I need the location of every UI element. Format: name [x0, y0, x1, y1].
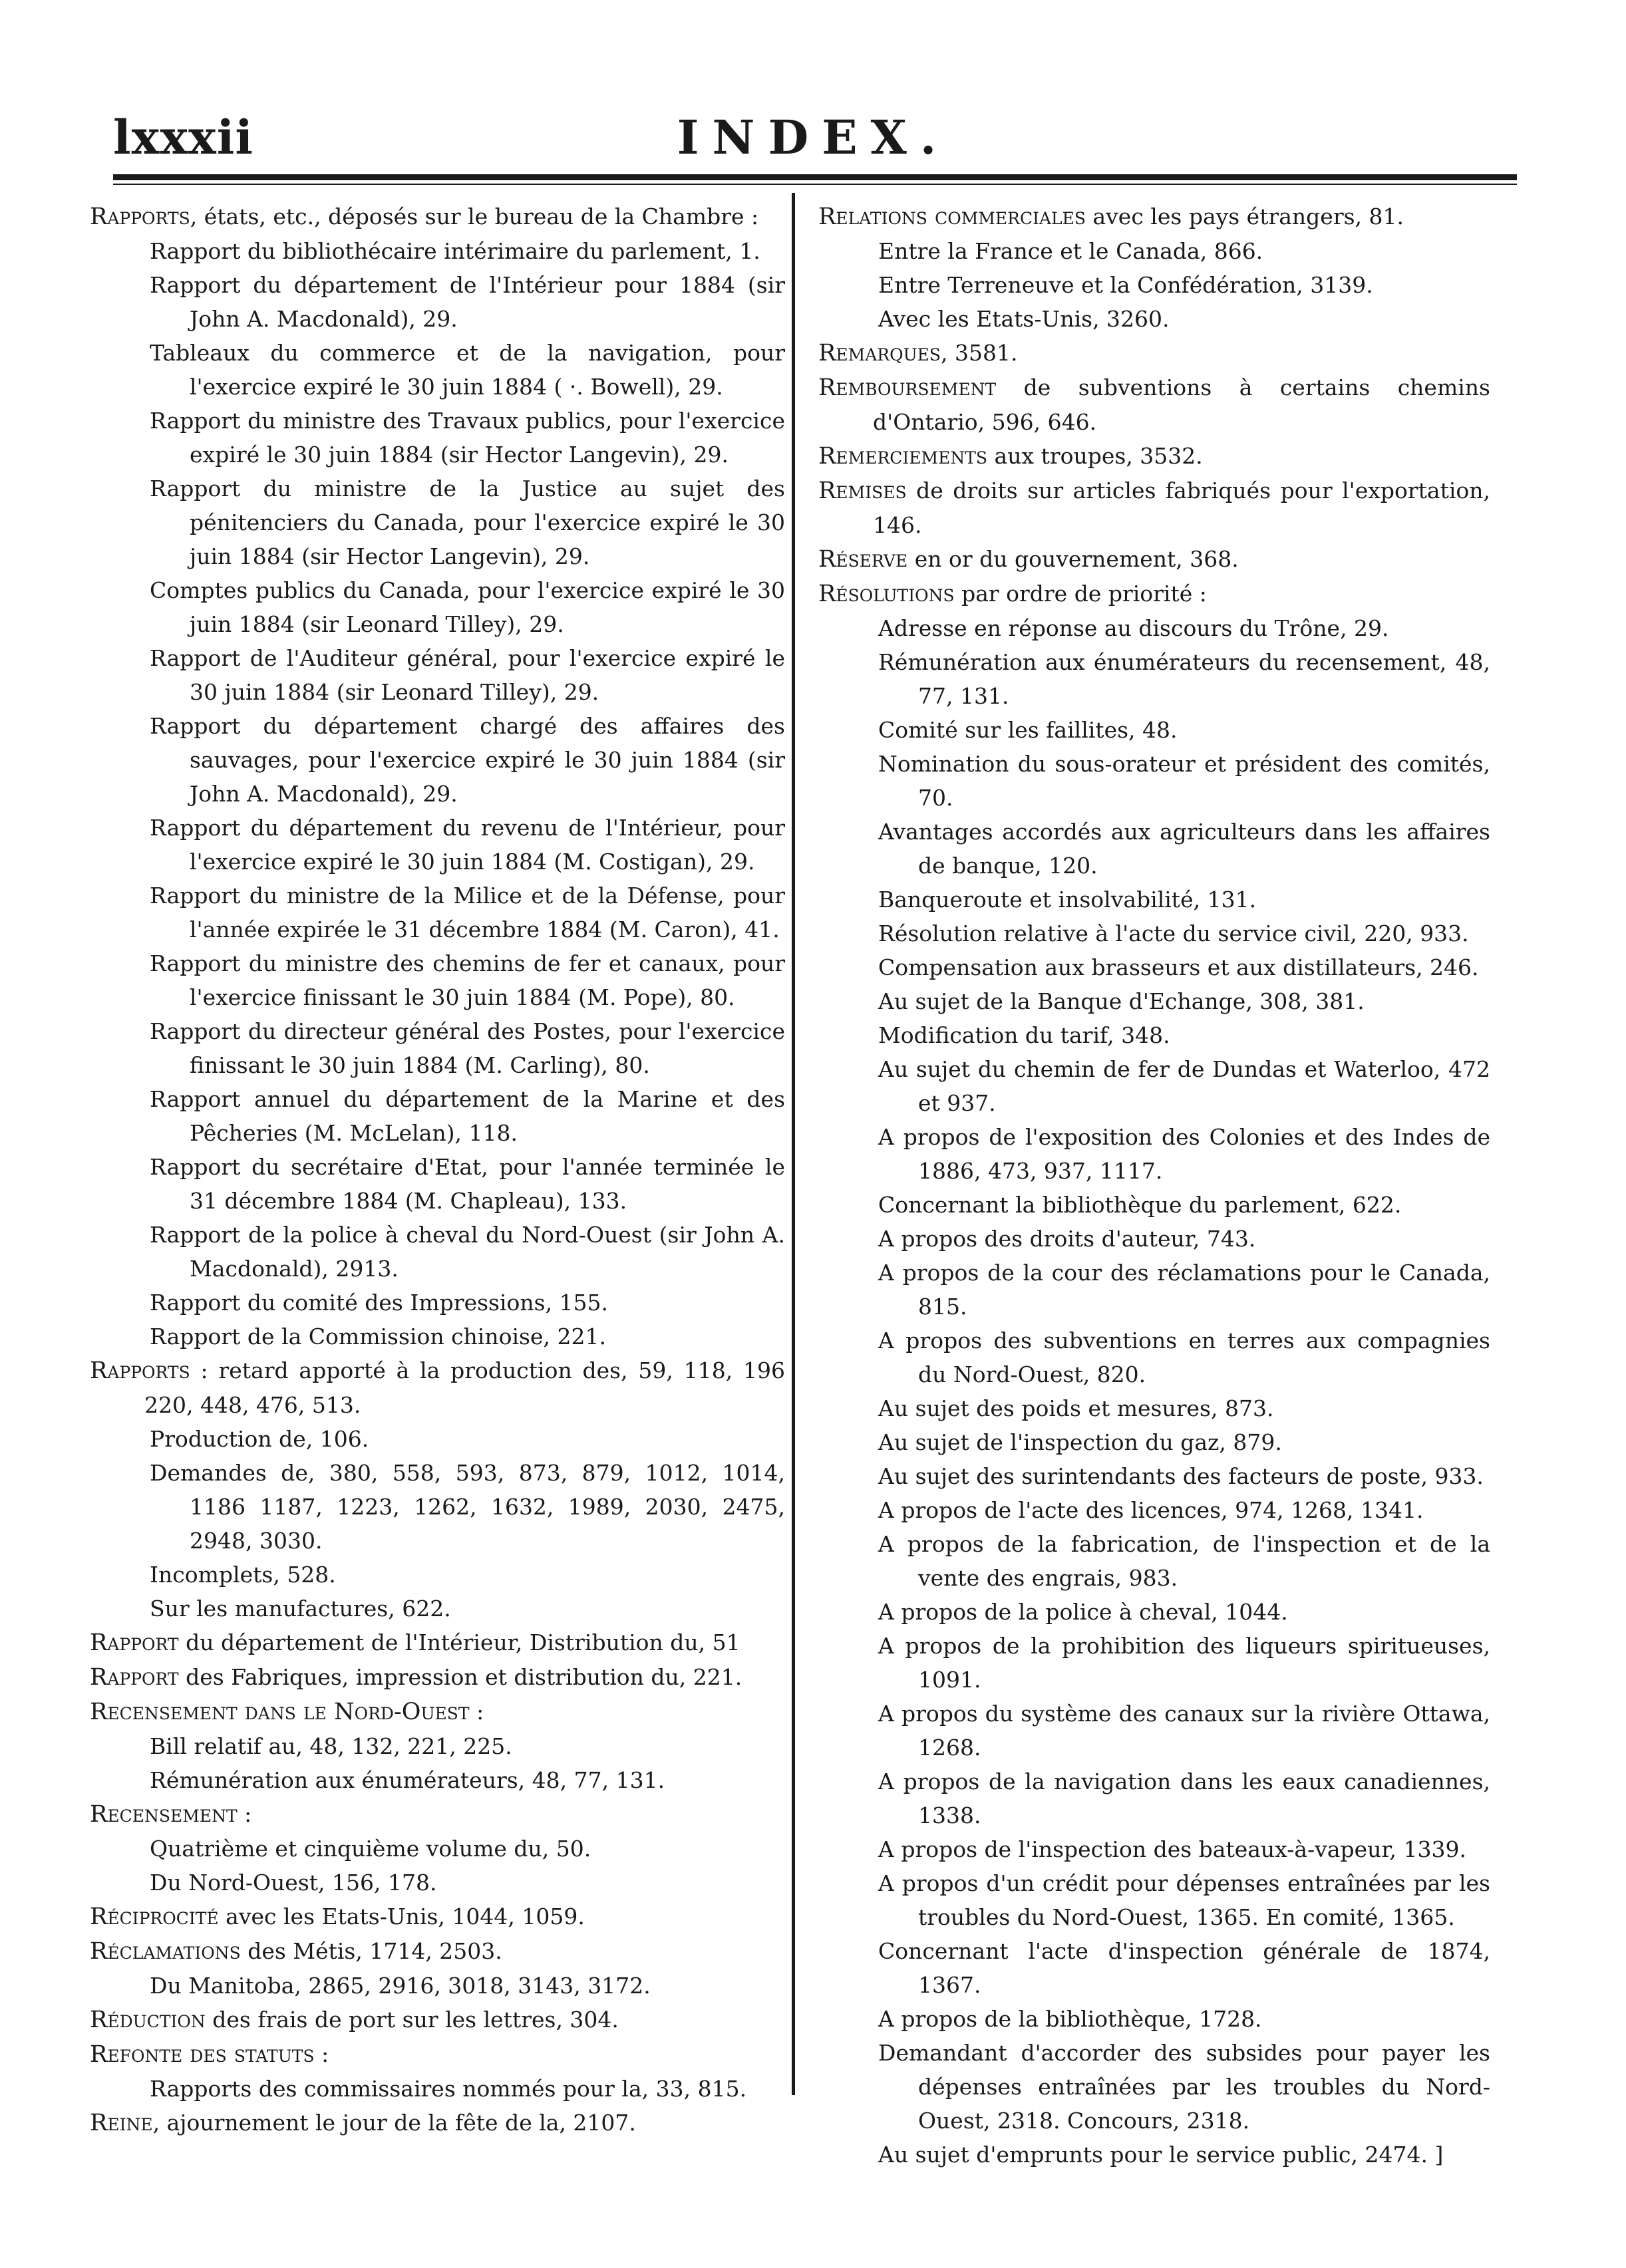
entry-text: Banqueroute et insolvabilité, 131. — [878, 887, 1257, 913]
entry-text: : — [469, 1699, 484, 1725]
entry-text: Rapport du département chargé des affaires des sauvages, pour l'exercice expiré le 30 juin 1884 (sir John A. Macdonald), 29. — [150, 713, 785, 807]
entry-text: avec les Etats-Unis, 1044, 1059. — [218, 1904, 585, 1929]
entry-text: des Métis, 1714, 2503. — [240, 1938, 502, 1964]
entry-text: en or du gouvernement, 368. — [907, 546, 1239, 572]
entry-text: Rapport du ministre des chemins de fer et canaux, pour l'exercice finissant le 30 juin 1884 (M. Pope), 80. — [150, 950, 785, 1010]
index-entry — [818, 370, 1490, 439]
entry-heading: Réduction — [90, 2007, 206, 2033]
index-subentry — [818, 1866, 1490, 1934]
index-subentry — [818, 1120, 1490, 1188]
index-subentry — [90, 1969, 785, 2003]
entry-text: A propos de la police à cheval, 1044. — [878, 1599, 1288, 1625]
index-subentry — [90, 336, 785, 404]
index-subentry — [90, 641, 785, 709]
entry-text: Rapport du département de l'Intérieur pour 1884 (sir John A. Macdonald), 29. — [150, 272, 785, 332]
entry-heading: Réclamations — [90, 1938, 241, 1965]
index-entry — [818, 200, 1490, 234]
entry-text: Résolution relative à l'acte du service civil, 220, 933. — [878, 921, 1469, 946]
entry-text: Entre Terreneuve et la Confédération, 3139. — [878, 272, 1373, 298]
index-subentry — [90, 1150, 785, 1218]
index-subentry — [818, 917, 1490, 950]
index-entry — [818, 336, 1490, 370]
index-entry — [818, 439, 1490, 474]
index-subentry — [818, 1832, 1490, 1866]
index-subentry — [818, 1459, 1490, 1493]
entry-text: Rapport de la police à cheval du Nord-Ouest (sir John A. Macdonald), 2913. — [150, 1222, 785, 1282]
index-entry — [90, 200, 785, 234]
index-subentry — [90, 946, 785, 1014]
entry-text: A propos des subventions en terres aux compagnies du Nord-Ouest, 820. — [878, 1328, 1490, 1387]
index-subentry — [90, 268, 785, 336]
entry-text: Concernant l'acte d'inspection générale de 1874, 1367. — [878, 1938, 1490, 1998]
entry-text: des Fabriques, impression et distribution du, 221. — [178, 1664, 742, 1690]
index-subentry — [90, 573, 785, 641]
entry-text: Avec les Etats-Unis, 3260. — [878, 306, 1170, 332]
index-subentry — [818, 1256, 1490, 1324]
entry-text: Adresse en réponse au discours du Trône, 29. — [878, 615, 1389, 641]
entry-text: A propos de la bibliothèque, 1728. — [878, 2006, 1262, 2032]
entry-heading: Reine — [90, 2110, 153, 2136]
index-subentry — [90, 1422, 785, 1456]
entry-text: A propos du système des canaux sur la rivière Ottawa, 1268. — [878, 1701, 1490, 1761]
index-subentry — [818, 268, 1490, 302]
entry-heading: Rapports — [90, 1357, 190, 1384]
entry-text: Rapport annuel du département de la Marine et des Pêcheries (M. McLelan), 118. — [150, 1086, 785, 1146]
entry-text: A propos de l'exposition des Colonies et des Indes de 1886, 473, 937, 1117. — [878, 1124, 1490, 1184]
index-subentry — [818, 883, 1490, 917]
entry-text: , 3581. — [941, 340, 1018, 366]
entry-heading: Recensement — [90, 1801, 238, 1828]
index-subentry — [818, 713, 1490, 747]
index-subentry — [818, 747, 1490, 815]
index-subentry — [90, 2072, 785, 2106]
index-subentry — [818, 234, 1490, 268]
entry-heading: Rapports — [90, 204, 190, 230]
entry-text: Production de, 106. — [150, 1426, 369, 1452]
entry-text: : — [237, 1801, 252, 1827]
header-rule-thin — [113, 184, 1517, 185]
index-subentry — [818, 1934, 1490, 2002]
entry-text: Rapport de la Commission chinoise, 221. — [150, 1324, 606, 1349]
index-subentry — [818, 1052, 1490, 1120]
index-entry — [90, 1660, 785, 1695]
entry-text: Incomplets, 528. — [150, 1562, 336, 1588]
entry-heading: Réciprocité — [90, 1904, 219, 1930]
entry-text: A propos de l'inspection des bateaux-à-vapeur, 1339. — [878, 1836, 1467, 1862]
entry-text: A propos de l'acte des licences, 974, 1268, 1341. — [878, 1497, 1424, 1523]
index-entry — [90, 1900, 785, 1934]
entry-text: Rémunération aux énumérateurs, 48, 77, 131. — [150, 1767, 665, 1793]
entry-text: : — [314, 2041, 329, 2067]
entry-text: Au sujet des poids et mesures, 873. — [878, 1395, 1274, 1421]
entry-text: Comité sur les faillites, 48. — [878, 717, 1178, 743]
entry-heading: Recensement dans le Nord-Ouest — [90, 1699, 470, 1725]
entry-text: Rapport du directeur général des Postes, pour l'exercice finissant le 30 juin 1884 (M. Carling), 80. — [150, 1018, 785, 1078]
entry-text: Avantages accordés aux agriculteurs dans les affaires de banque, 120. — [878, 819, 1490, 879]
index-subentry — [818, 815, 1490, 883]
entry-text: Au sujet des surintendants des facteurs de poste, 933. — [878, 1463, 1484, 1489]
index-subentry — [818, 302, 1490, 336]
index-subentry — [90, 1218, 785, 1286]
index-entry — [818, 577, 1490, 611]
index-subentry — [818, 1527, 1490, 1595]
entry-text: Rapport du comité des Impressions, 155. — [150, 1290, 609, 1316]
entry-text: Rapport du ministre de la Justice au sujet des pénitenciers du Canada, pour l'exercice expiré le 30 juin 1884 (sir Hector Langevin), 29. — [150, 476, 785, 569]
entry-text: Sur les manufactures, 622. — [150, 1596, 451, 1622]
entry-text: Au sujet de la Banque d'Echange, 308, 381. — [878, 988, 1365, 1014]
entry-text: Du Nord-Ouest, 156, 178. — [150, 1870, 437, 1896]
entry-text: de subventions à certains chemins d'Ontario, 596, 646. — [873, 374, 1490, 435]
entry-text: Au sujet de l'inspection du gaz, 879. — [878, 1429, 1282, 1455]
index-subentry — [818, 2002, 1490, 2036]
index-subentry — [90, 1729, 785, 1763]
index-entry — [90, 2037, 785, 2072]
left-column — [90, 200, 785, 2140]
index-subentry — [818, 1493, 1490, 1527]
index-subentry — [818, 950, 1490, 984]
index-subentry — [90, 234, 785, 268]
entry-text: Rémunération aux énumérateurs du recensement, 48, 77, 131. — [878, 649, 1490, 709]
index-subentry — [818, 2036, 1490, 2138]
index-subentry — [818, 1697, 1490, 1765]
index-entry — [90, 1797, 785, 1832]
entry-heading: Réserve — [818, 546, 908, 573]
index-subentry — [818, 1324, 1490, 1391]
entry-text: Rapport du département du revenu de l'Intérieur, pour l'exercice expiré le 30 juin 1884 (M. Costigan), 29. — [150, 815, 785, 875]
index-subentry — [818, 1425, 1490, 1459]
entry-text: aux troupes, 3532. — [987, 443, 1203, 469]
entry-text: par ordre de priorité : — [954, 581, 1207, 607]
entry-text: A propos des droits d'auteur, 743. — [878, 1226, 1256, 1252]
entry-text: Rapport de l'Auditeur général, pour l'exercice expiré le 30 juin 1884 (sir Leonard Tilley), 29. — [150, 645, 785, 705]
index-subentry — [90, 1014, 785, 1082]
entry-text: avec les pays étrangers, 81. — [1086, 204, 1404, 229]
entry-text: Modification du tarif, 348. — [878, 1022, 1170, 1048]
index-entry — [90, 2003, 785, 2037]
index-subentry — [90, 1456, 785, 1558]
index-subentry — [818, 1391, 1490, 1425]
entry-text: Quatrième et cinquième volume du, 50. — [150, 1836, 591, 1862]
index-subentry — [818, 2138, 1490, 2172]
entry-text: Rapport du ministre des Travaux publics, pour l'exercice expiré le 30 juin 1884 (sir Hector Langevin), 29. — [150, 408, 785, 468]
entry-text: Bill relatif au, 48, 132, 221, 225. — [150, 1733, 512, 1759]
entry-text: Nomination du sous-orateur et président des comités, 70. — [878, 751, 1490, 811]
entry-text: Rapports des commissaires nommés pour la, 33, 815. — [150, 2076, 747, 2102]
index-subentry — [90, 1866, 785, 1900]
entry-text: Entre la France et le Canada, 866. — [878, 238, 1263, 264]
entry-text: Rapport du ministre de la Milice et de la Défense, pour l'année expirée le 31 décembre 1884 (M. Caron), 41. — [150, 883, 785, 942]
entry-text: Au sujet du chemin de fer de Dundas et Waterloo, 472 et 937. — [878, 1056, 1490, 1116]
index-subentry — [90, 1320, 785, 1353]
index-subentry — [818, 611, 1490, 645]
index-subentry — [818, 1222, 1490, 1256]
entry-heading: Résolutions — [818, 581, 955, 607]
index-entry — [90, 1626, 785, 1660]
entry-text: A propos de la fabrication, de l'inspection et de la vente des engrais, 983. — [878, 1531, 1490, 1591]
index-subentry — [818, 645, 1490, 713]
index-subentry — [90, 1592, 785, 1626]
entry-text: A propos de la cour des réclamations pour le Canada, 815. — [878, 1260, 1490, 1320]
entry-text: , ajournement le jour de la fête de la, 2107. — [152, 2110, 636, 2136]
index-subentry — [90, 1832, 785, 1866]
header-rule — [113, 174, 1517, 180]
entry-text: Compensation aux brasseurs et aux distillateurs, 246. — [878, 954, 1479, 980]
page-number: lxxxii — [113, 110, 253, 165]
index-entry — [818, 474, 1490, 542]
index-entry — [90, 1695, 785, 1729]
index-entry — [90, 1934, 785, 1969]
entry-text: Tableaux du commerce et de la navigation, pour l'exercice expiré le 30 juin 1884 ( ·. Bowell), 29. — [150, 340, 785, 400]
index-subentry — [818, 1629, 1490, 1697]
index-subentry — [90, 404, 785, 472]
entry-text: , états, etc., déposés sur le bureau de la Chambre : — [190, 204, 759, 229]
index-entry — [818, 542, 1490, 577]
index-subentry — [818, 1765, 1490, 1832]
index-subentry — [818, 984, 1490, 1018]
page-title: INDEX. — [677, 110, 950, 165]
entry-heading: Remarques — [818, 340, 941, 366]
index-subentry — [90, 1286, 785, 1320]
index-entry — [90, 2106, 785, 2140]
index-subentry — [818, 1018, 1490, 1052]
index-subentry — [818, 1595, 1490, 1629]
entry-text: du département de l'Intérieur, Distribution du, 51 — [178, 1630, 740, 1655]
entry-text: Comptes publics du Canada, pour l'exercice expiré le 30 juin 1884 (sir Leonard Tilley), 29. — [150, 577, 785, 637]
index-entry — [90, 1353, 785, 1422]
entry-text: A propos d'un crédit pour dépenses entraînées par les troubles du Nord-Ouest, 1365. En comité, 1365. — [878, 1870, 1490, 1930]
entry-text: Du Manitoba, 2865, 2916, 3018, 3143, 3172. — [150, 1973, 651, 1999]
entry-text: A propos de la prohibition des liqueurs spiritueuses, 1091. — [878, 1633, 1490, 1693]
entry-text: Rapport du secrétaire d'Etat, pour l'année terminée le 31 décembre 1884 (M. Chapleau), 133. — [150, 1154, 785, 1214]
entry-heading: Remerciements — [818, 443, 988, 470]
entry-text: A propos de la navigation dans les eaux canadiennes, 1338. — [878, 1769, 1490, 1828]
entry-text: Concernant la bibliothèque du parlement, 622. — [878, 1192, 1402, 1218]
entry-heading: Remboursement — [818, 374, 997, 401]
entry-heading: Relations commerciales — [818, 204, 1086, 230]
entry-heading: Rapport — [90, 1630, 179, 1656]
index-subentry — [90, 811, 785, 879]
index-subentry — [90, 879, 785, 946]
entry-text: Rapport du bibliothécaire intérimaire du parlement, 1. — [150, 238, 760, 264]
index-subentry — [90, 1082, 785, 1150]
entry-text: de droits sur articles fabriqués pour l'exportation, 146. — [873, 478, 1490, 538]
index-subentry — [90, 1558, 785, 1592]
index-subentry — [90, 709, 785, 811]
index-subentry — [90, 1763, 785, 1797]
index-subentry — [90, 472, 785, 573]
entry-heading: Refonte des statuts — [90, 2041, 315, 2068]
index-subentry — [818, 1188, 1490, 1222]
entry-text: des frais de port sur les lettres, 304. — [205, 2007, 619, 2033]
entry-heading: Rapport — [90, 1664, 179, 1691]
entry-text: Demandes de, 380, 558, 593, 873, 879, 1012, 1014, 1186 1187, 1223, 1262, 1632, 1989, 2030, 2475, 2948, 3030. — [150, 1460, 785, 1554]
entry-text: Au sujet d'emprunts pour le service public, 2474. ] — [878, 2142, 1444, 2168]
entry-text: : retard apporté à la production des, 59, 118, 196 220, 448, 476, 513. — [144, 1357, 785, 1418]
entry-heading: Remises — [818, 478, 907, 504]
column-divider — [792, 193, 795, 2095]
entry-text: Demandant d'accorder des subsides pour payer les dépenses entraînées par les troubles du Nord-Ouest, 2318. Concours, 2318. — [878, 2040, 1490, 2134]
right-column — [818, 200, 1490, 2172]
